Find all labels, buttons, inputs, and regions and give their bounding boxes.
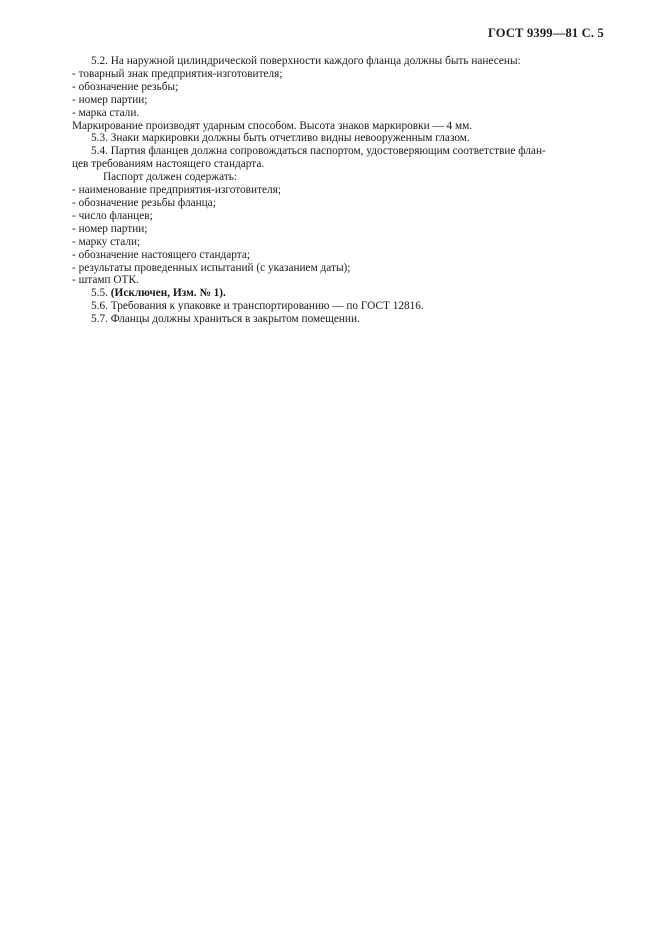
passport-item-1: - наименование предприятия-изготовителя;: [72, 184, 281, 197]
page-header: ГОСТ 9399—81 С. 5: [487, 26, 604, 40]
section-5-5-text: (Исключен, Изм. № 1).: [110, 287, 226, 300]
section-5-4-line2: цев требованиям настоящего стандарта.: [72, 158, 265, 171]
marking-item-2: - обозначение резьбы;: [72, 80, 179, 93]
passport-item-2: - обозначение резьбы фланца;: [72, 196, 216, 209]
section-5-7-text: 5.7. Фланцы должны храниться в закрытом помещении.: [91, 313, 360, 326]
passport-item-7: - результаты проведенных испытаний (с указанием даты);: [72, 261, 351, 274]
section-5-5-number: 5.5.: [91, 287, 108, 300]
section-5-6-text: 5.6. Требования к упаковке и транспортированию — по ГОСТ 12816.: [91, 300, 424, 313]
marking-item-4: - марка стали.: [72, 106, 140, 119]
passport-item-3: - число фланцев;: [72, 209, 153, 222]
passport-item-4: - номер партии;: [72, 222, 148, 235]
passport-item-6: - обозначение настоящего стандарта;: [72, 248, 250, 261]
marking-note: Маркирование производят ударным способом. Высота знаков маркировки — 4 мм.: [72, 119, 473, 132]
section-5-2-text: 5.2. На наружной цилиндрической поверхности каждого фланца должны быть нанесены:: [91, 55, 521, 67]
section-5-5: [91, 287, 601, 300]
section-5-4-line1: 5.4. Партия фланцев должна сопровождаться паспортом, удостоверяющим соответствие флан-: [91, 145, 546, 158]
passport-item-5: - марку стали;: [72, 235, 141, 248]
marking-item-3: - номер партии;: [72, 93, 148, 106]
document-body: [72, 55, 601, 326]
passport-item-8: - штамп ОТК.: [72, 274, 139, 287]
marking-item-1: - товарный знак предприятия-изготовителя;: [72, 67, 283, 80]
section-5-3-text: 5.3. Знаки маркировки должны быть отчетливо видны невооруженным глазом.: [91, 132, 470, 145]
passport-intro: Паспорт должен содержать:: [103, 171, 238, 184]
